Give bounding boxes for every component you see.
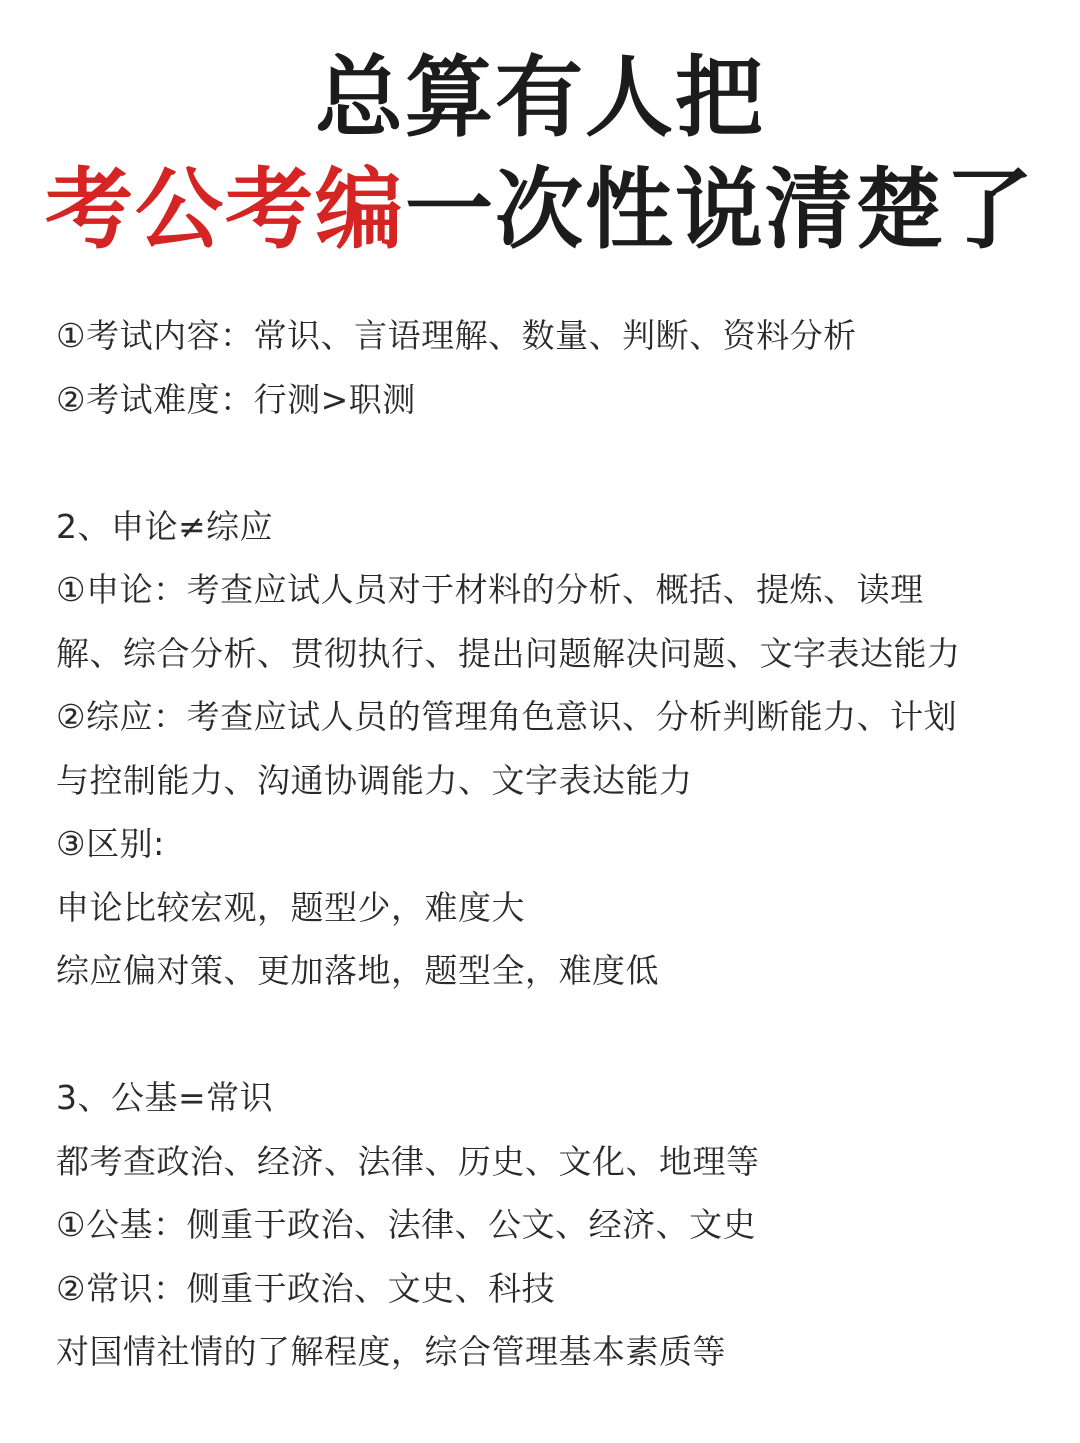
- section2-line-5: ③区别:: [56, 824, 165, 863]
- section2-line-6: 申论比较宏观，题型少，难度大: [56, 887, 525, 927]
- title-line-2: [0, 160, 1080, 260]
- section2-line-3: ②综应：考查应试人员的管理角色意识、分析判断能力、计划: [56, 697, 958, 736]
- title-highlight: 考公考编: [44, 158, 405, 261]
- section1-line-2: ②考试难度：行测>职测: [56, 379, 416, 419]
- section2-line-4: 与控制能力、沟通协调能力、文字表达能力: [56, 760, 693, 800]
- section3-line-1: 都考查政治、经济、法律、历史、文化、地理等: [56, 1141, 760, 1181]
- section1-line-1: ①考试内容：常识、言语理解、数量、判断、资料分析: [56, 316, 857, 355]
- section3-line-4: 对国情社情的了解程度，综合管理基本素质等: [56, 1332, 726, 1371]
- section3-line-2: ①公基：侧重于政治、法律、公文、经济、文史: [56, 1205, 757, 1244]
- article-body: [56, 304, 1036, 1384]
- spacer: [56, 1003, 1036, 1067]
- title-rest: 一次性说清楚了: [405, 158, 1036, 261]
- section2-line-1: ①申论：考查应试人员对于材料的分析、概括、提炼、读理: [56, 570, 924, 609]
- section3-heading: 3、公基=常识: [56, 1078, 274, 1117]
- section2-heading: 2、申论≠综应: [56, 506, 274, 546]
- section2-line-2: 解、综合分析、贯彻执行、提出问题解决问题、文字表达能力: [56, 633, 961, 673]
- section2-line-7: 综应偏对策、更加落地，题型全，难度低: [56, 951, 659, 990]
- section3-line-3: ②常识：侧重于政治、文史、科技: [56, 1268, 556, 1308]
- spacer: [56, 431, 1036, 495]
- title-line-1: 总算有人把: [314, 46, 765, 149]
